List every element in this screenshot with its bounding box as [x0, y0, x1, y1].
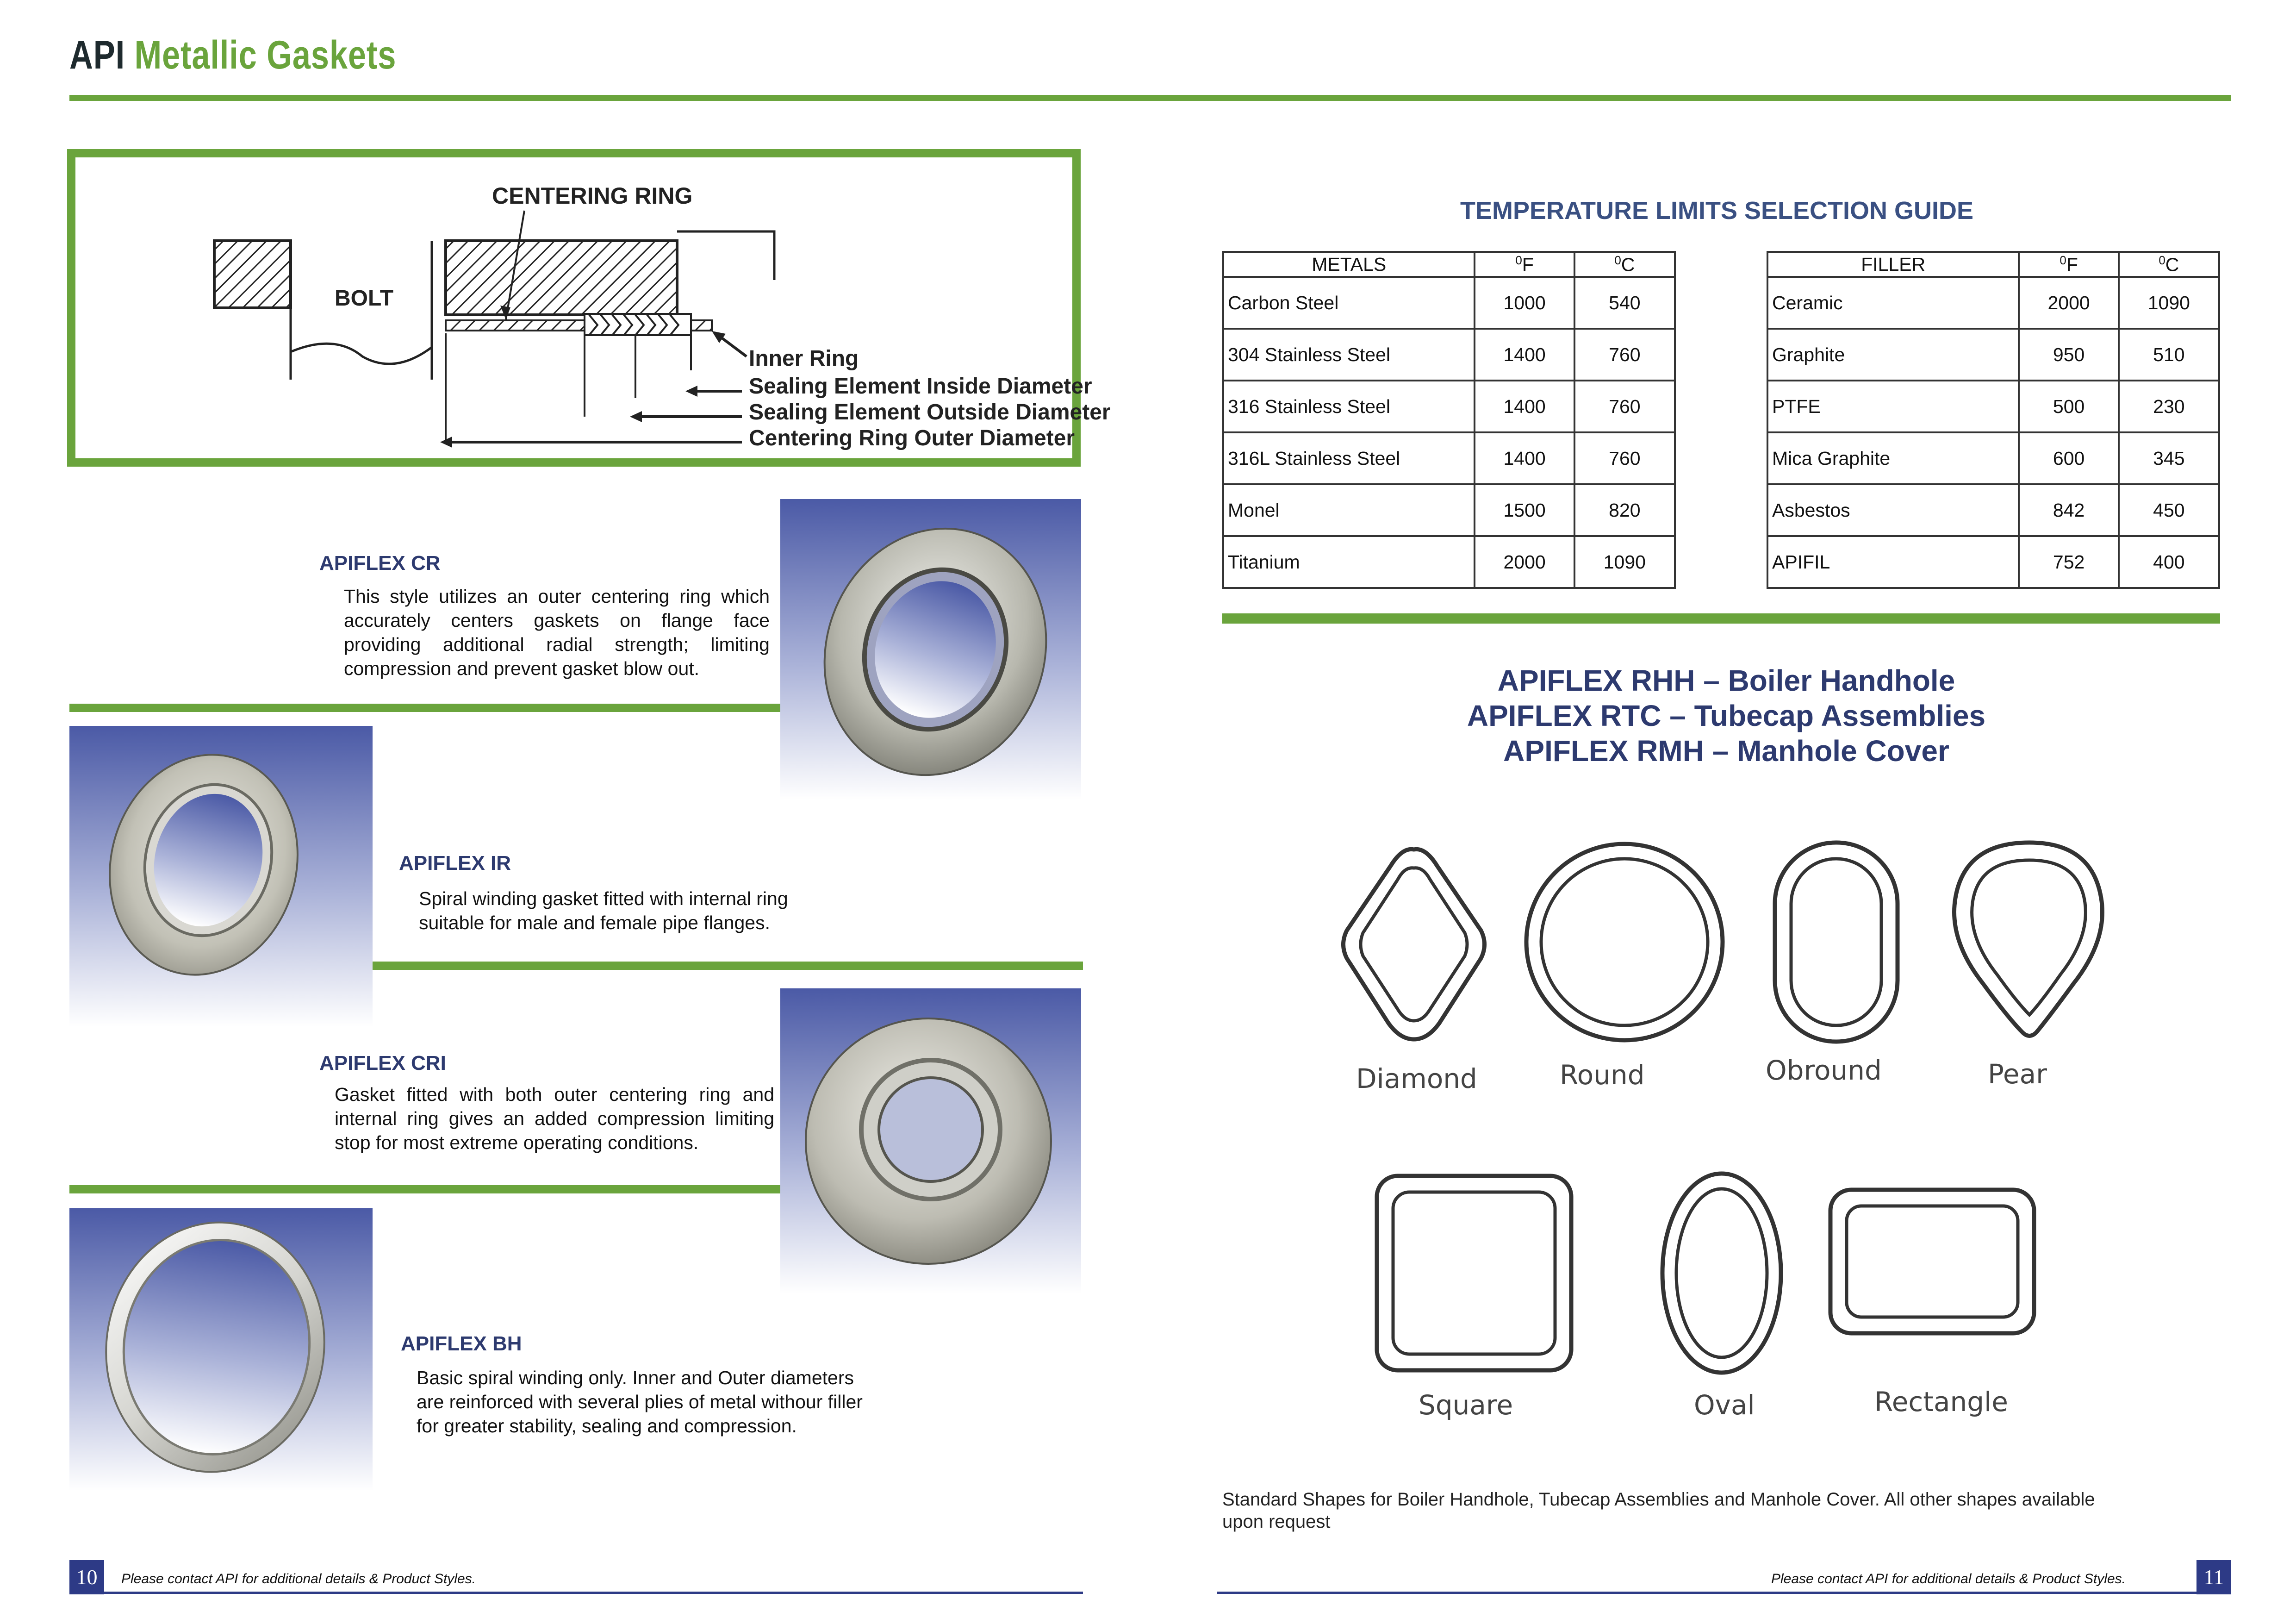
product-cr-rule: [69, 704, 782, 712]
footer-rule-right: [1217, 1592, 2231, 1594]
celsius-header: $^0$C: [2119, 252, 2219, 277]
callout-sealing-inside-diameter: Sealing Element Inside Diameter: [749, 374, 1092, 399]
shapes-note: Standard Shapes for Boiler Handhole, Tubecap Assemblies and Manhole Cover. All other shapes available upon request: [1222, 1489, 2095, 1532]
product-cr-title: APIFLEX CR: [319, 552, 441, 575]
centering-ring-label: CENTERING RING: [492, 183, 693, 209]
shape-label-round: Round: [1560, 1059, 1645, 1091]
bolt-break-line: [291, 344, 432, 364]
product-bh-photo: [69, 1208, 373, 1491]
filler-table: [1767, 251, 2220, 589]
page-title: [69, 32, 396, 78]
fahrenheit-header: $^0$F: [1475, 252, 1574, 277]
celsius-header: $^0$C: [1574, 252, 1675, 277]
table-row: Mica Graphite 600 345: [1767, 432, 2219, 484]
table-row: 316L Stainless Steel 1400 760: [1223, 432, 1675, 484]
product-ir-photo: [69, 726, 373, 1027]
product-ir-description: Spiral winding gasket fitted with internal ring suitable for male and female pipe flanges.: [419, 888, 788, 933]
table-row: 316 Stainless Steel 1400 760: [1223, 381, 1675, 432]
rectangle-shape: [1830, 1190, 2034, 1333]
footer-note-right: Please contact API for additional details & Product Styles.: [1771, 1571, 2126, 1587]
heading-manhole-cover: APIFLEX RMH – Manhole Cover: [1503, 734, 1949, 768]
page-number-left: 10: [69, 1560, 104, 1594]
shape-label-diamond: Diamond: [1356, 1063, 1477, 1094]
gasket-cross-section-drawing: [75, 157, 1111, 458]
footer-note-left: Please contact API for additional details & Product Styles.: [121, 1571, 476, 1587]
table-row: Ceramic 2000 1090: [1767, 277, 2219, 329]
table-row: Asbestos 842 450: [1767, 484, 2219, 536]
left-flange: [214, 241, 291, 308]
gasket-shapes-drawing: [1333, 824, 2129, 1440]
square-shape: [1377, 1176, 1571, 1370]
centering-ring-diagram: [67, 149, 1111, 467]
table-row: Carbon Steel 1000 540: [1223, 277, 1675, 329]
table-row: APIFIL 752 400: [1767, 536, 2219, 588]
table-row: Graphite 950 510: [1767, 329, 2219, 381]
shape-label-pear: Pear: [1988, 1058, 2047, 1090]
shape-label-obround: Obround: [1766, 1055, 1882, 1086]
bolt-label: BOLT: [335, 286, 394, 311]
page-number-right: 11: [2196, 1560, 2231, 1594]
callout-inner-ring: Inner Ring: [749, 346, 859, 371]
obround-shape: [1775, 843, 1898, 1042]
upper-flange: [446, 241, 677, 315]
diamond-shape: [1344, 849, 1485, 1039]
product-bh-title: APIFLEX BH: [401, 1332, 522, 1355]
product-bh-description: Basic spiral winding only. Inner and Outer diameters are reinforced with several plies of metal withour filler for greater stability, sealing and compression.: [417, 1367, 863, 1437]
product-cri-description: Gasket fitted with both outer centering ring and internal ring gives an added compression limiting stop for most extreme operating conditions.: [335, 1084, 774, 1153]
table-row: PTFE 500 230: [1767, 381, 2219, 432]
metals-header: METALS: [1223, 252, 1475, 277]
tables-rule: [1222, 613, 2220, 624]
header-rule: [69, 95, 2231, 101]
shape-label-square: Square: [1419, 1389, 1513, 1421]
page-title-part1: API: [69, 33, 125, 77]
metals-header-row: [1223, 252, 1675, 277]
heading-tubecap-assemblies: APIFLEX RTC – Tubecap Assemblies: [1467, 699, 1986, 732]
filler-header-row: [1767, 252, 2219, 277]
shape-label-oval: Oval: [1694, 1389, 1755, 1421]
product-cr-photo: [780, 499, 1081, 800]
footer-rule-left: [69, 1592, 1083, 1594]
table-row: Titanium 2000 1090: [1223, 536, 1675, 588]
product-ir-rule: [373, 962, 1083, 970]
callout-centering-ring-outer-diameter: Centering Ring Outer Diameter: [749, 426, 1075, 450]
table-row: 304 Stainless Steel 1400 760: [1223, 329, 1675, 381]
shapes-headings: [1342, 663, 2110, 768]
metals-table: [1222, 251, 1676, 589]
fahrenheit-header: $^0$F: [2019, 252, 2118, 277]
table-row: Monel 1500 820: [1223, 484, 1675, 536]
product-cr-description: This style utilizes an outer centering ring which accurately centers gaskets on flange face providing additional radial strength; limiting compression and prevent gasket blow out.: [344, 586, 770, 679]
callout-sealing-outside-diameter: Sealing Element Outside Diameter: [749, 400, 1111, 425]
temperature-guide-title: TEMPERATURE LIMITS SELECTION GUIDE: [1460, 197, 1974, 225]
round-shape: [1526, 844, 1723, 1040]
product-cri-rule: [69, 1185, 782, 1193]
page-title-part2: Metallic Gaskets: [134, 33, 397, 77]
product-cri-title: APIFLEX CRI: [319, 1052, 446, 1074]
heading-boiler-handhole: APIFLEX RHH – Boiler Handhole: [1497, 664, 1955, 697]
shape-label-rectangle: Rectangle: [1874, 1386, 2008, 1418]
filler-header: FILLER: [1767, 252, 2019, 277]
product-cri-photo: [780, 988, 1081, 1294]
pear-shape: [1954, 843, 2103, 1036]
oval-shape: [1662, 1174, 1781, 1373]
product-ir-title: APIFLEX IR: [399, 852, 511, 874]
